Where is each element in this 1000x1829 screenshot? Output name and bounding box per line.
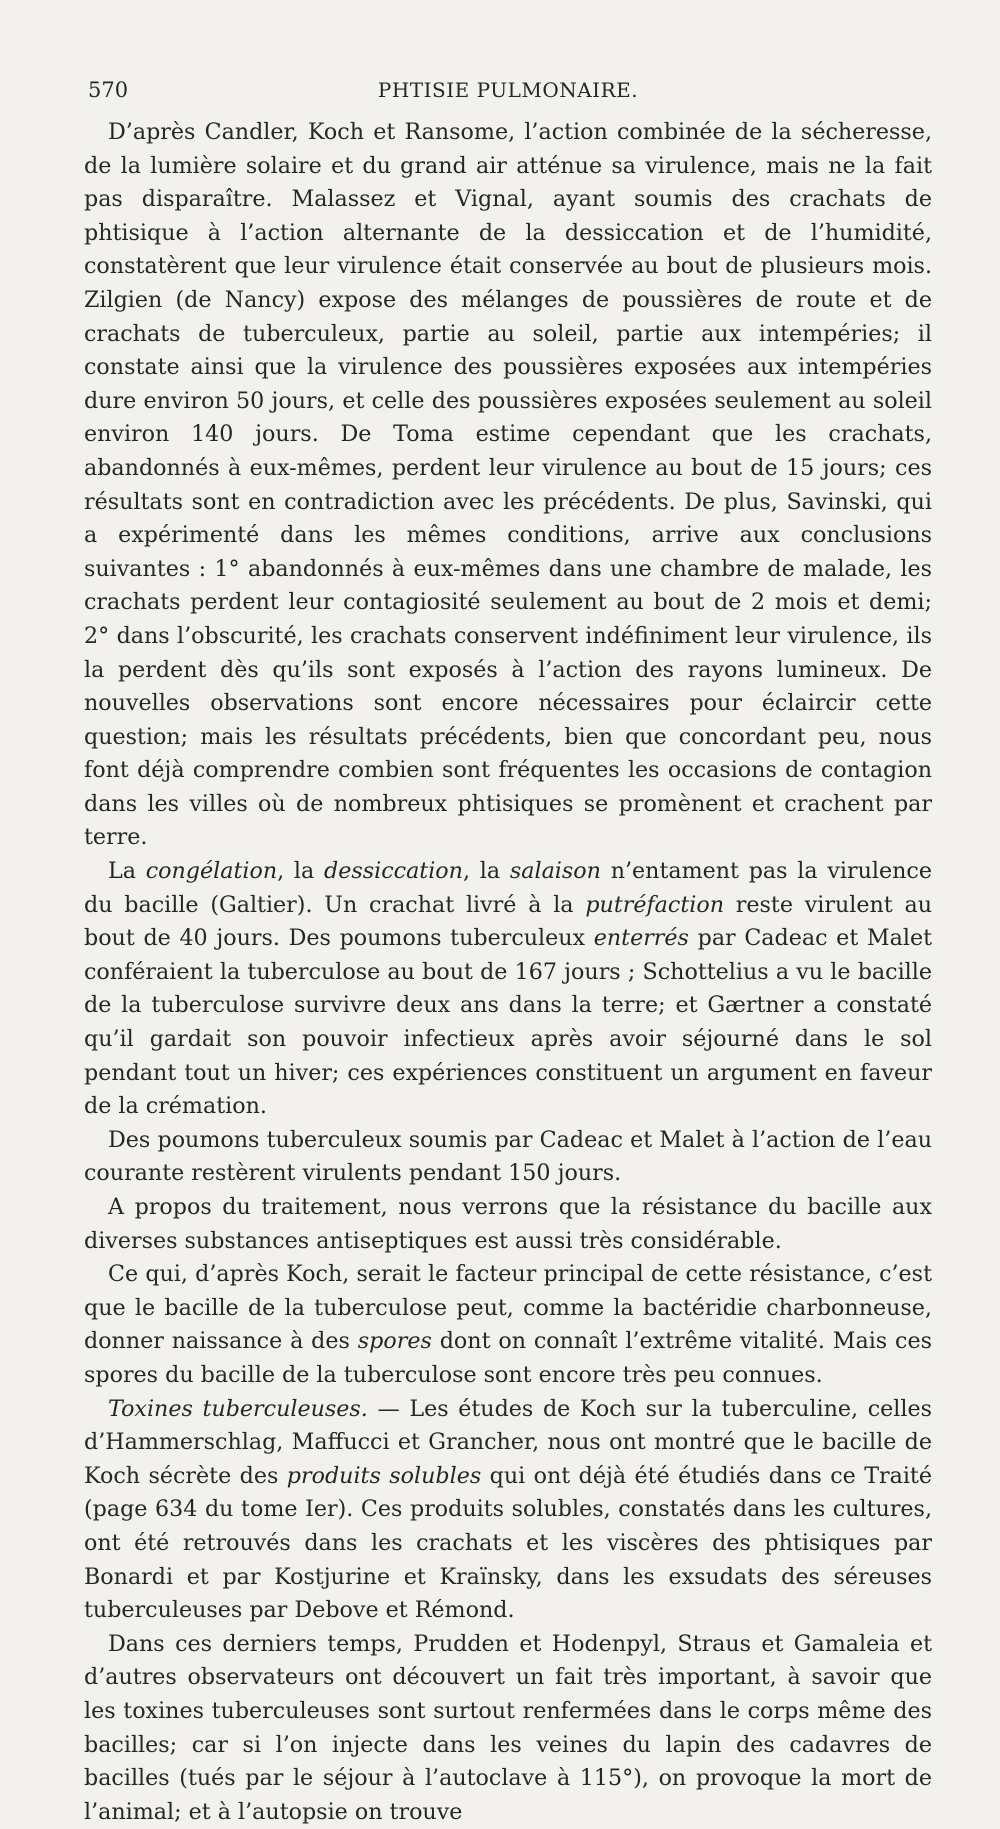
paragraph: Des poumons tuberculeux soumis par Cadeac et Malet à l’action de l’eau courante restèrent virulents pendant 150 jours. [84,1126,932,1187]
italic-run: dessiccation [324,858,463,885]
text-run: — Les études de Koch sur la tuberculine, celles d’Hammerschlag, Maffucci et Grancher, nous ont montré que le bacille de Koch sécrète des [84,1395,932,1489]
paragraph [84,855,932,1124]
italic-run: congélation [145,858,278,885]
text-run: La [108,858,146,885]
italic-run: enterrés [593,925,689,952]
paragraph [84,1258,932,1392]
paragraph: Dans ces derniers temps, Prudden et Hodenpyl, Straus et Gamaleia et d’autres observateurs ont découvert un fait très important, à savoir que les toxines tuberculeuses sont surtout renfermées dans le corps même des bacilles; car si l’on injecte dans les veines du lapin des cadavres de bacilles (tués par le séjour à l’autoclave à 115°), on provoque la mort de l’animal; et à l’autopsie on trouve [84,1630,932,1825]
text-run: Ce qui, d’après Koch, serait le facteur principal de cette résistance, c’est que le bacille de la tuberculose peut, comme la bactéridie charbonneuse, donner naissance à des [84,1261,932,1355]
page-header [88,78,928,108]
paragraph [84,1393,932,1628]
italic-run: salaison [509,858,601,885]
text-run: , la [277,858,325,885]
text-run: par Cadeac et Malet conféraient la tuberculose au bout de 167 jours ; Schottelius a vu le bacille de la tuberculose survivre deux ans dans la terre; et Gærtner a constaté qu’il gardait son pouvoir infectieux après avoir séjourné dans le sol pendant tout un hiver; ces expériences constituent un argument en faveur de la crémation. [84,925,932,1120]
text-run: dont on connaît l’extrême vitalité. Mais ces spores du bacille de la tuberculose sont encore très peu connues. [84,1328,932,1388]
text-run: qui ont déjà été étudiés dans ce Traité (page 634 du tome Ier). Ces produits solubles, constatés dans les cultures, ont été retrouvés dans les crachats et les viscères des phtisiques par Bonardi et par Kostjurine et Kraïnsky, dans les exsudats des séreuses tuberculeuses par Debove et Rémond. [84,1462,932,1624]
text-run: , la [462,858,510,885]
paragraph: A propos du traitement, nous verrons que la résistance du bacille aux diverses substances antiseptiques est aussi très considérable. [84,1194,932,1254]
page-number: 570 [88,78,129,102]
text-run: reste virulent au bout de 40 jours. Des poumons tuberculeux [84,891,932,952]
body-text [84,116,932,1829]
text-run: n’entament pas la virulence du bacille (Galtier). Un crachat livré à la [84,858,932,918]
italic-run: produits solubles [286,1462,482,1489]
paragraph: D’après Candler, Koch et Ransome, l’action combinée de la sécheresse, de la lumière solaire et du grand air atténue sa virulence, mais ne la fait pas disparaître. Malassez et Vignal, ayant soumis des crachats de phtisique à l’action alternante de la dessiccation et de l’humidité, constatèrent que leur virulence était conservée au bout de plusieurs mois. Zilgien (de Nancy) expose des mélanges de poussières de route et de crachats de tuberculeux, partie au soleil, partie aux intempéries; il constate ainsi que la virulence des poussières exposées aux intempéries dure environ 50 jours, et celle des poussières exposées seulement au soleil environ 140 jours. De Toma estime cependant que les crachats, abandonnés à eux-mêmes, perdent leur virulence au bout de 15 jours; ces résultats sont en contradiction avec les précédents. De plus, Savinski, qui a expérimenté dans les mêmes conditions, arrive aux conclusions suivantes : 1° abandonnés à eux-mêmes dans une chambre de malade, les crachats perdent leur contagiosité seulement au bout de 2 mois et demi; 2° dans l’obscurité, les crachats conservent indéfiniment leur virulence, ils la perdent dès qu’ils sont exposés à l’action des rayons lumineux. De nouvelles observations sont encore nécessaires pour éclaircir cette question; mais les résultats précédents, bien que concordant peu, nous font déjà comprendre combien sont fréquentes les occasions de contagion dans les villes où de nombreux phtisiques se promènent et crachent par terre. [84,119,932,851]
italic-run: spores [357,1328,432,1355]
running-title: PHTISIE PULMONAIRE. [377,78,639,102]
italic-run: putréfaction [585,891,724,918]
italic-run: Toxines tuberculeuses. [108,1395,368,1422]
